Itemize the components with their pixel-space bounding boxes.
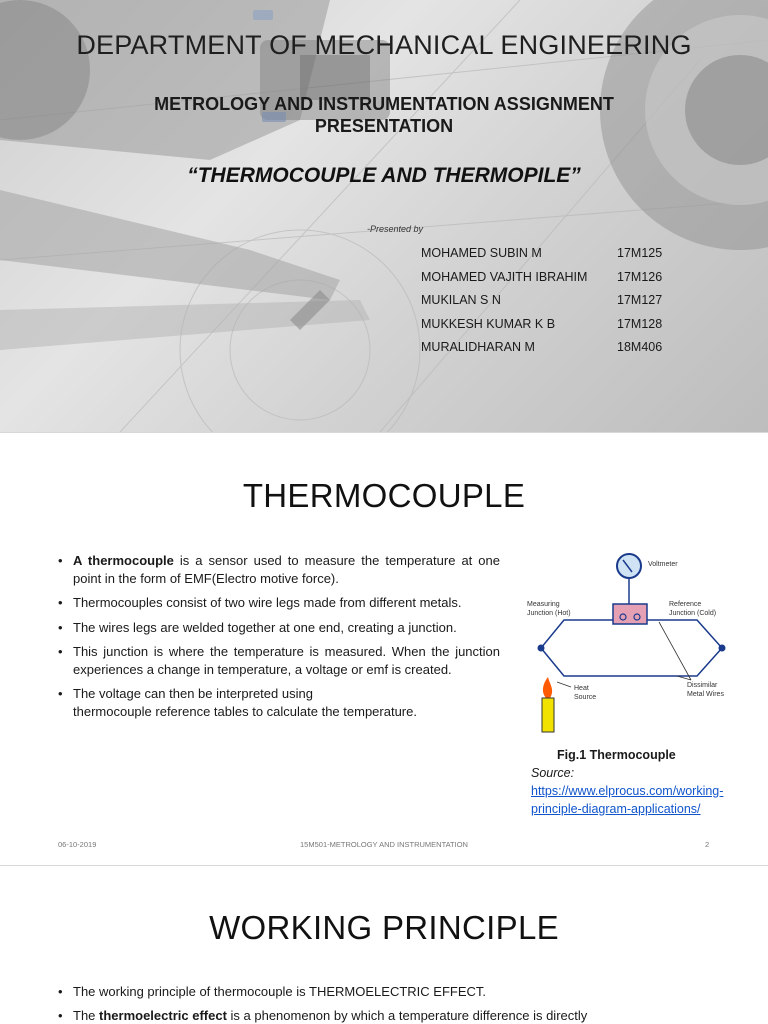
- source-link[interactable]: https://www.elprocus.com/working-principle-diagram-applications/: [531, 784, 724, 816]
- bullet-text: The: [73, 1007, 100, 1023]
- member-row: [421, 317, 721, 341]
- cold-junction-dot: [719, 645, 726, 652]
- slide-title: WORKING PRINCIPLE: [209, 909, 559, 946]
- bold-term: A thermocouple: [73, 553, 174, 568]
- presented-by-label: -Presented by: [367, 224, 424, 234]
- working-principle-slide: [0, 866, 768, 1024]
- voltmeter-label: Voltmeter: [648, 561, 678, 568]
- heat-source-label: Source: [574, 694, 597, 701]
- bold-term: thermoelectric effect: [99, 1007, 227, 1023]
- reference-junction-label: Junction (Cold): [669, 610, 717, 617]
- hot-junction-dot: [538, 645, 545, 652]
- flame-icon: [543, 677, 552, 698]
- caliper-background-image: [0, 0, 768, 432]
- member-name: MUKKESH KUMAR K B: [421, 316, 556, 331]
- bullet-text: The voltage can then be interpreted using: [73, 686, 313, 701]
- bullet-list: [58, 983, 718, 1024]
- member-list: [421, 246, 721, 364]
- bullet-item: [58, 1007, 718, 1024]
- thermocouple-slide: [0, 433, 768, 865]
- metal-wires-label: Metal Wires: [687, 691, 724, 698]
- figure-caption: Fig.1 Thermocouple: [557, 748, 676, 762]
- slide-title: THERMOCOUPLE: [242, 477, 526, 514]
- bullet-item: • The working principle of thermocouple is THERMOELECTRIC EFFECT.: [58, 983, 718, 1001]
- bullet-item: [58, 685, 500, 720]
- bullet-item: • This junction is where the temperature is measured. When the junction experiences a change in temperature, a voltage or emf is created.: [58, 643, 500, 678]
- reference-terminal-box: [613, 604, 647, 624]
- member-roll: 17M127: [617, 293, 663, 307]
- bullet-item: • The wires legs are welded together at one end, creating a junction.: [58, 619, 500, 637]
- bullet-list: [58, 552, 500, 727]
- bullet-text: is a phenomenon by which a temperature difference is directly: [226, 1007, 588, 1023]
- member-roll: 18M406: [617, 340, 663, 354]
- footer-date: 06-10-2019: [58, 840, 97, 849]
- member-roll: 17M126: [617, 269, 663, 284]
- footer-course: 15M501-METROLOGY AND INSTRUMENTATION: [300, 840, 468, 849]
- reference-junction-label: Reference: [669, 601, 702, 608]
- bullet-text: is a sensor used to measure the temperature at one point in the form of EMF(Electro motive force).: [73, 553, 500, 586]
- presentation-topic: “THERMOCOUPLE AND THERMOPILE”: [187, 164, 581, 187]
- bullet-item: [58, 552, 500, 587]
- thermocouple-diagram: [519, 546, 733, 734]
- candle-icon: [542, 698, 554, 732]
- member-name: MOHAMED VAJITH IBRAHIM: [421, 269, 588, 284]
- department-title: DEPARTMENT OF MECHANICAL ENGINEERING: [76, 30, 692, 60]
- member-name: MOHAMED SUBIN M: [421, 246, 542, 260]
- member-row: [421, 270, 721, 294]
- voltmeter-icon: [617, 554, 641, 578]
- measuring-junction-label: Measuring: [527, 601, 560, 608]
- pointer-line: [659, 622, 691, 680]
- metal-wires-label: Dissimilar: [687, 682, 718, 689]
- source-label: Source:: [531, 766, 575, 780]
- member-row: [421, 293, 721, 317]
- bullet-text: thermocouple reference tables to calculate the temperature.: [73, 703, 417, 719]
- metal-wire-bottom: [541, 648, 722, 676]
- pointer-line: [557, 682, 571, 687]
- assignment-subtitle: METROLOGY AND INSTRUMENTATION ASSIGNMENT PRESENTATION: [154, 94, 614, 136]
- member-row: [421, 340, 721, 364]
- footer-page-number: 2: [705, 840, 710, 849]
- member-name: MURALIDHARAN M: [421, 340, 535, 354]
- member-roll: 17M125: [617, 246, 663, 260]
- heat-source-label: Heat: [574, 685, 589, 692]
- title-slide: [0, 0, 768, 432]
- member-roll: 17M128: [617, 316, 663, 331]
- measuring-junction-label: Junction (Hot): [527, 610, 571, 617]
- member-row: [421, 246, 721, 270]
- bullet-item: • Thermocouples consist of two wire legs made from different metals.: [58, 594, 500, 612]
- member-name: MUKILAN S N: [421, 293, 501, 307]
